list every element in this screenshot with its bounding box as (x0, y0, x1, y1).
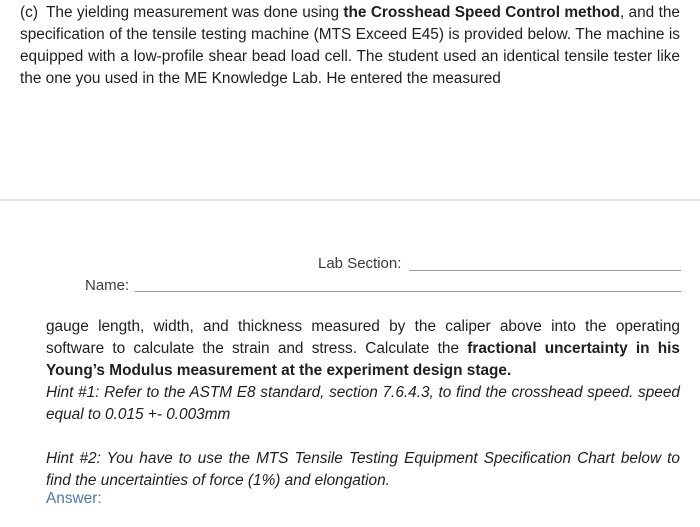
blank-line (46, 426, 680, 448)
name-line (135, 291, 681, 292)
question-paragraph-bottom (46, 316, 680, 492)
question-bold-method: the Crosshead Speed Control method (343, 4, 620, 21)
answer-label: Answer: (46, 490, 102, 507)
name-label: Name: (85, 277, 130, 294)
question-text-3: gauge length, width, and thickness measured by the caliper above into the operating software to calculate the strain and stress. Calculate the (46, 318, 680, 357)
lab-section-line (409, 270, 681, 271)
hint-2: Hint #2: You have to use the MTS Tensile Testing Equipment Specification Chart below to find the uncertainties of force (1%) and elongation. (46, 450, 680, 489)
hint-1: Hint #1: Refer to the ASTM E8 standard, section 7.6.4.3, to find the crosshead speed. speed equal to 0.015 +- 0.003mm (46, 384, 680, 423)
question-bold-task: fractional uncertainty in his Young’s Modulus measurement at the experiment design stage. (46, 340, 680, 379)
lab-section-label: Lab Section: (318, 255, 402, 272)
question-body (46, 316, 680, 382)
question-paragraph-top (20, 2, 680, 90)
question-text-2: , and the specification of the tensile testing machine (MTS Exceed E45) is provided below. The machine is equipped with a low-profile shear bead load cell. The student used an identical tensile tester like the one you used in the ME Knowledge Lab. He entered the measured (20, 4, 680, 87)
question-prefix: (c) (20, 4, 38, 21)
page-divider (0, 199, 700, 201)
question-text-1: The yielding measurement was done using (46, 4, 344, 21)
